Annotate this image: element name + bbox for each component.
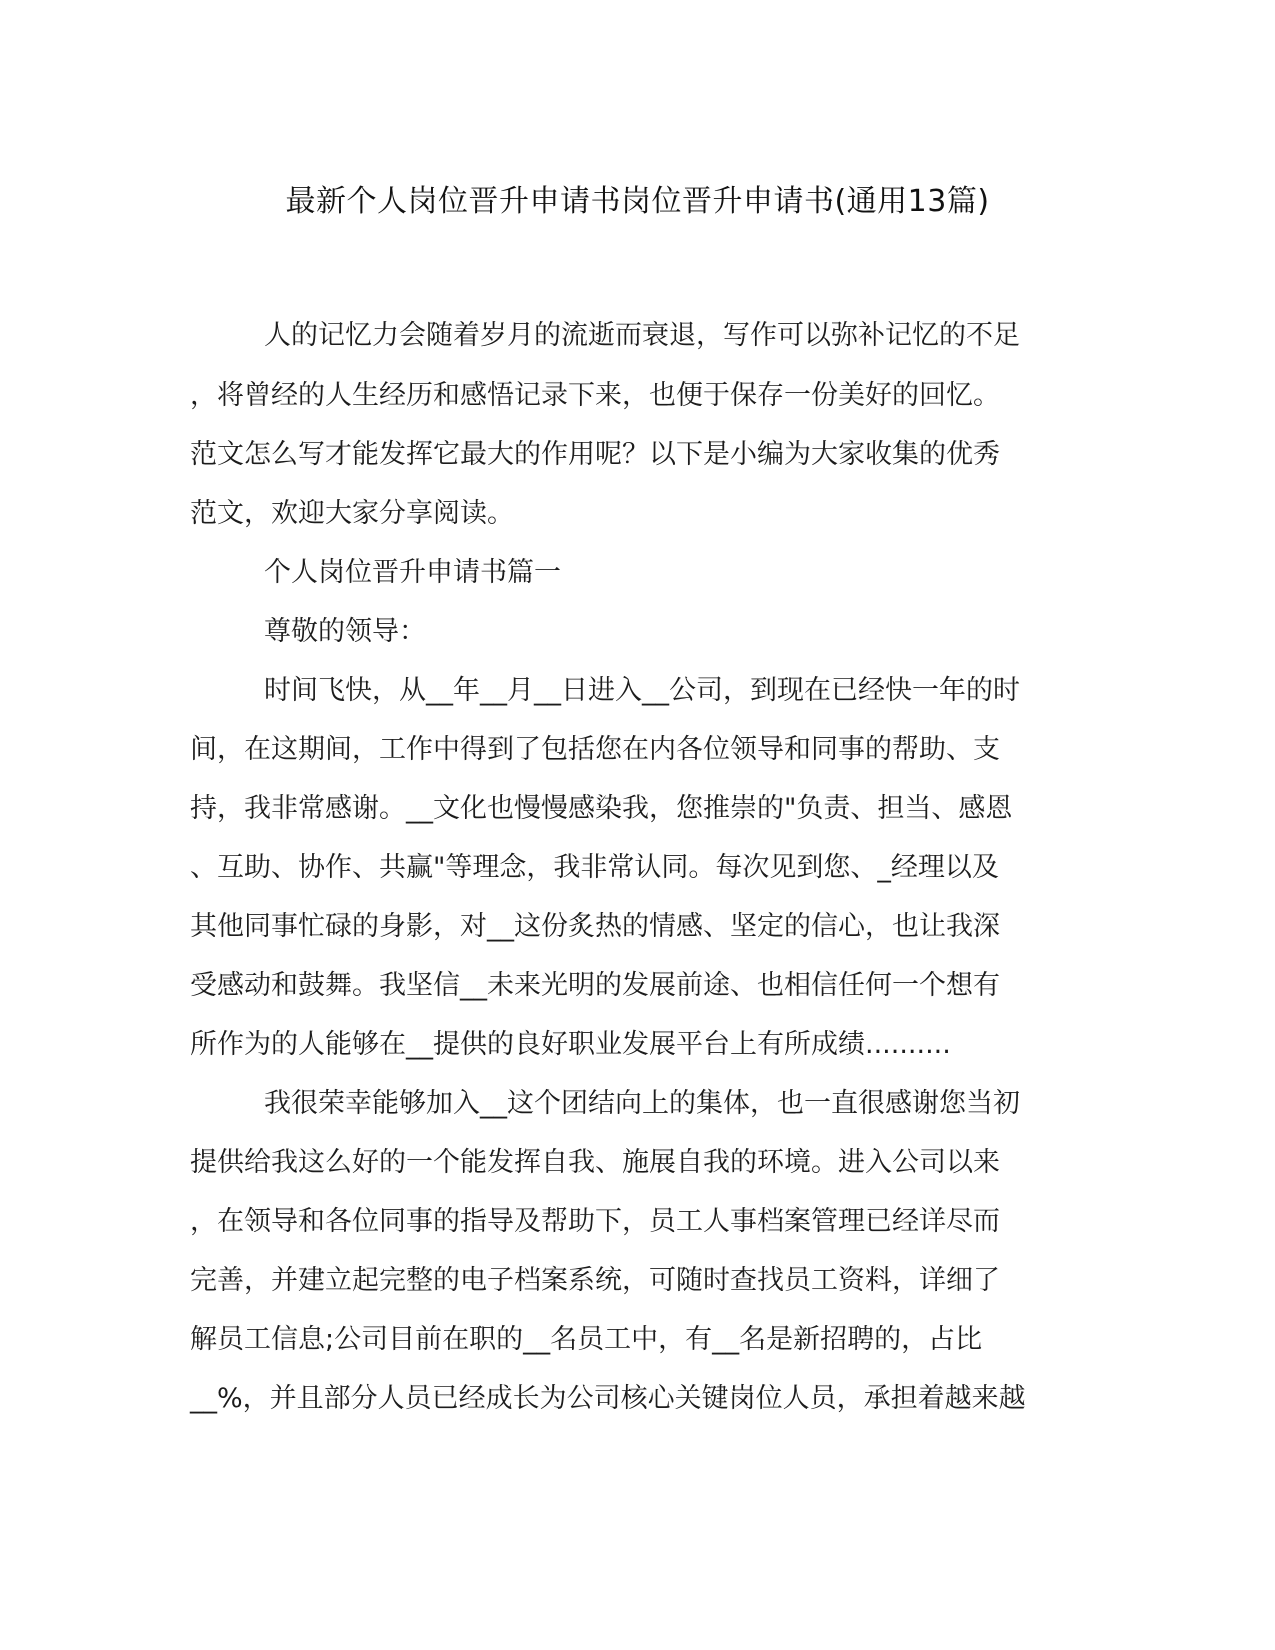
paragraph-line: 所作为的人能够在__提供的良好职业发展平台上有所成绩.......... [190, 1029, 951, 1060]
paragraph-line: 间，在这期间，工作中得到了包括您在内各位领导和同事的帮助、支 [190, 734, 1000, 765]
paragraph-line: ，在领导和各位同事的指导及帮助下，员工人事档案管理已经详尽而 [190, 1206, 1000, 1237]
paragraph-line: __%，并且部分人员已经成长为公司核心关键岗位人员，承担着越来越 [190, 1383, 1026, 1414]
paragraph-line: 其他同事忙碌的身影，对__这份炙热的情感、坚定的信心，也让我深 [190, 911, 1000, 942]
paragraph-line: 提供给我这么好的一个能发挥自我、施展自我的环境。进入公司以来 [190, 1147, 1000, 1178]
paragraph-line: 解员工信息;公司目前在职的__名员工中，有__名是新招聘的，占比 [190, 1324, 983, 1355]
paragraph-line: 人的记忆力会随着岁月的流逝而衰退，写作可以弥补记忆的不足 [264, 320, 1020, 351]
paragraph-line: 我很荣幸能够加入__这个团结向上的集体，也一直很感谢您当初 [264, 1088, 1020, 1119]
document-title: 最新个人岗位晋升申请书岗位晋升申请书(通用13篇) [285, 184, 990, 219]
paragraph-line: 持，我非常感谢。__文化也慢慢感染我，您推崇的"负责、担当、感恩 [190, 793, 1013, 824]
paragraph-line: 时间飞快，从__年__月__日进入__公司，到现在已经快一年的时 [264, 675, 1020, 706]
paragraph-line: 范文怎么写才能发挥它最大的作用呢？以下是小编为大家收集的优秀 [190, 439, 1000, 470]
paragraph-line: 受感动和鼓舞。我坚信__未来光明的发展前途、也相信任何一个想有 [190, 970, 1000, 1001]
paragraph-line: ，将曾经的人生经历和感悟记录下来，也便于保存一份美好的回忆。 [190, 380, 1000, 411]
paragraph-line: 、互助、协作、共赢"等理念，我非常认同。每次见到您、_经理以及 [190, 852, 999, 883]
salutation: 尊敬的领导： [264, 616, 426, 647]
section-heading: 个人岗位晋升申请书篇一 [264, 557, 561, 588]
paragraph-line: 范文，欢迎大家分享阅读。 [190, 498, 514, 529]
paragraph-line: 完善，并建立起完整的电子档案系统，可随时查找员工资料，详细了 [190, 1265, 1000, 1296]
